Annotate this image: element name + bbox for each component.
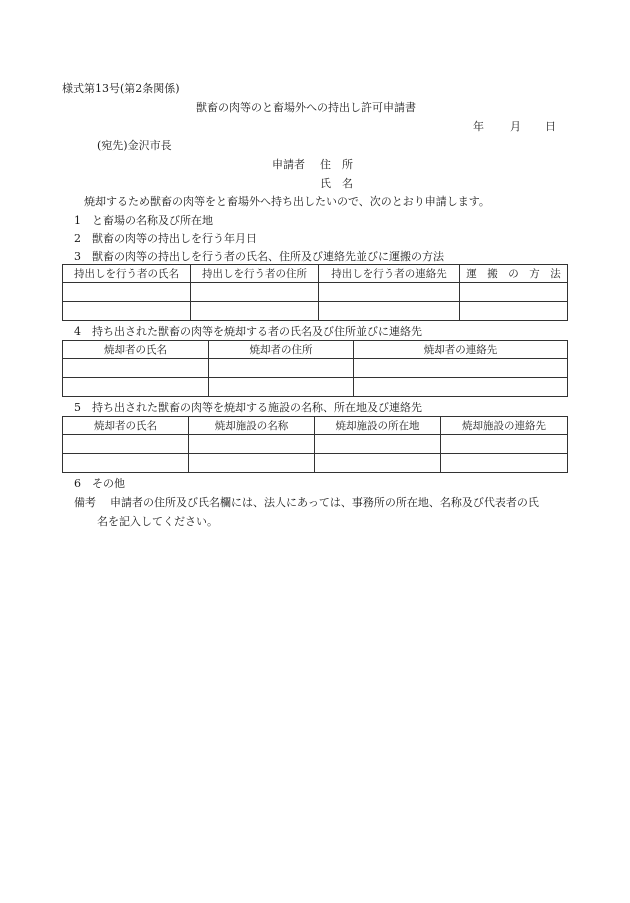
table3-header-method: 運 搬 の 方 法 <box>460 265 568 283</box>
table5-header-facility-name: 焼却施設の名称 <box>189 417 315 435</box>
form-number-label: 様式第13号(第2条関係) <box>62 82 180 95</box>
applicant-name-label: 氏 名 <box>320 177 353 190</box>
item-6: 6 その他 <box>74 477 125 490</box>
date-day-label: 日 <box>545 120 556 133</box>
transport-table <box>62 264 568 321</box>
table4-header-address: 焼却者の住所 <box>209 341 354 359</box>
item-5: 5 持ち出された獣畜の肉等を焼却する施設の名称、所在地及び連絡先 <box>74 401 422 414</box>
remarks-line-2: 名を記入してください。 <box>97 515 218 528</box>
item-4: 4 持ち出された獣畜の肉等を焼却する者の氏名及び住所並びに連絡先 <box>74 325 422 338</box>
table-row <box>63 359 568 378</box>
applicant-label: 申請者 <box>272 158 305 171</box>
item-1: 1 と畜場の名称及び所在地 <box>74 214 213 227</box>
table5-header-name: 焼却者の氏名 <box>63 417 189 435</box>
addressee: (宛先)金沢市長 <box>97 139 172 152</box>
intro-text: 焼却するため獣畜の肉等をと畜場外へ持ち出したいので、次のとおり申請します。 <box>84 195 490 208</box>
table5-header-facility-contact: 焼却施設の連絡先 <box>441 417 568 435</box>
incineration-facility-table <box>62 416 568 473</box>
item-2: 2 獣畜の肉等の持出しを行う年月日 <box>74 232 257 245</box>
table-row <box>63 454 568 473</box>
remarks-label: 備考 <box>74 496 96 509</box>
table-row <box>63 435 568 454</box>
table-row <box>63 378 568 397</box>
table-row <box>63 283 568 302</box>
table3-header-name: 持出しを行う者の氏名 <box>63 265 191 283</box>
table3-header-contact: 持出しを行う者の連絡先 <box>319 265 460 283</box>
table4-header-name: 焼却者の氏名 <box>63 341 209 359</box>
date-year-label: 年 <box>473 120 484 133</box>
incinerator-person-table <box>62 340 568 397</box>
table3-header-address: 持出しを行う者の住所 <box>191 265 319 283</box>
table5-header-facility-location: 焼却施設の所在地 <box>315 417 441 435</box>
table-row <box>63 302 568 321</box>
item-3: 3 獣畜の肉等の持出しを行う者の氏名、住所及び連絡先並びに運搬の方法 <box>74 250 444 263</box>
table4-header-contact: 焼却者の連絡先 <box>354 341 568 359</box>
remarks-line-1: 申請者の住所及び氏名欄には、法人にあっては、事務所の所在地、名称及び代表者の氏 <box>110 496 539 509</box>
date-month-label: 月 <box>510 120 521 133</box>
document-title: 獣畜の肉等のと畜場外への持出し許可申請書 <box>196 101 416 114</box>
applicant-address-label: 住 所 <box>320 158 353 171</box>
